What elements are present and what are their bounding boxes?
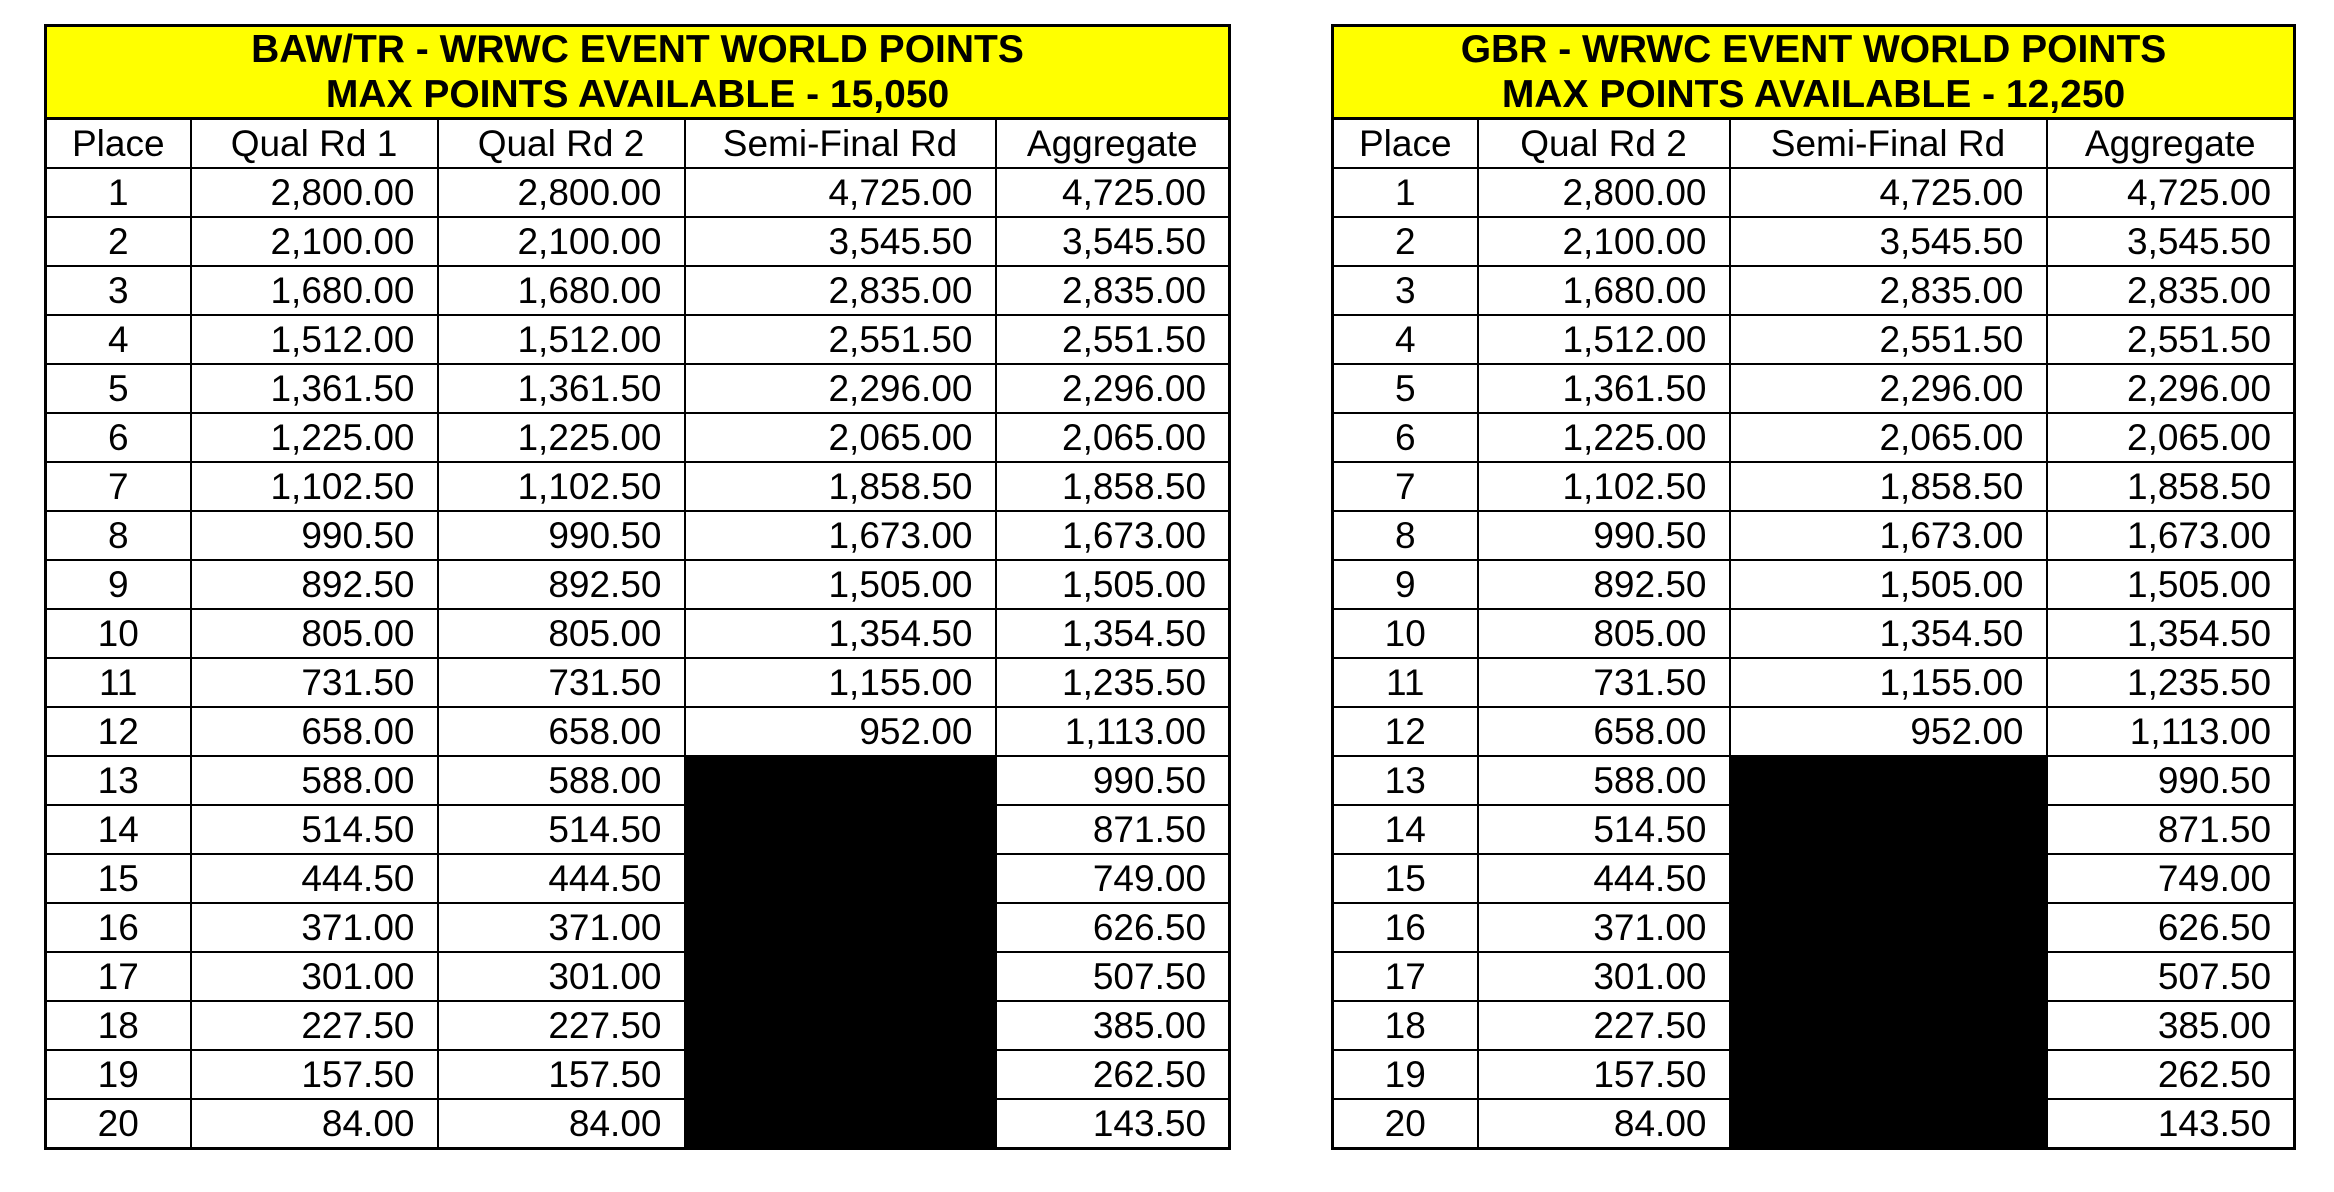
points-cell: 1,155.00	[1730, 658, 2047, 707]
table-row	[1333, 413, 2295, 462]
table-row	[46, 903, 1230, 952]
points-cell: 2,065.00	[1730, 413, 2047, 462]
column-header: Semi-Final Rd	[1730, 119, 2047, 169]
table-row	[1333, 217, 2295, 266]
table-row	[1333, 560, 2295, 609]
points-cell: 301.00	[191, 952, 438, 1001]
place-cell: 3	[46, 266, 191, 315]
points-cell: 2,551.50	[1730, 315, 2047, 364]
column-header: Aggregate	[996, 119, 1230, 169]
points-cell: 301.00	[438, 952, 685, 1001]
points-cell: 2,800.00	[191, 168, 438, 217]
points-cell: 1,512.00	[191, 315, 438, 364]
points-cell: 227.50	[191, 1001, 438, 1050]
blank-cell	[685, 854, 996, 903]
table-row	[46, 707, 1230, 756]
points-cell: 626.50	[2047, 903, 2295, 952]
points-cell: 1,155.00	[685, 658, 996, 707]
blank-cell	[685, 805, 996, 854]
points-cell: 1,235.50	[2047, 658, 2295, 707]
points-cell: 1,505.00	[996, 560, 1230, 609]
points-cell: 1,354.50	[685, 609, 996, 658]
gbr-points-table	[1331, 24, 2296, 1150]
points-cell: 157.50	[438, 1050, 685, 1099]
points-cell: 1,102.50	[438, 462, 685, 511]
points-cell: 3,545.50	[996, 217, 1230, 266]
points-cell: 1,858.50	[1730, 462, 2047, 511]
points-cell: 2,296.00	[996, 364, 1230, 413]
points-cell: 507.50	[2047, 952, 2295, 1001]
table-row	[46, 364, 1230, 413]
table-row	[46, 658, 1230, 707]
points-cell: 2,296.00	[1730, 364, 2047, 413]
blank-cell	[1730, 1001, 2047, 1050]
points-cell: 444.50	[1478, 854, 1730, 903]
points-cell: 514.50	[191, 805, 438, 854]
place-cell: 17	[46, 952, 191, 1001]
points-cell: 1,680.00	[1478, 266, 1730, 315]
points-cell: 805.00	[438, 609, 685, 658]
place-cell: 15	[1333, 854, 1478, 903]
table-row	[1333, 756, 2295, 805]
points-cell: 4,725.00	[1730, 168, 2047, 217]
points-cell: 1,673.00	[1730, 511, 2047, 560]
blank-cell	[1730, 952, 2047, 1001]
points-cell: 507.50	[996, 952, 1230, 1001]
points-cell: 1,858.50	[2047, 462, 2295, 511]
table-row	[46, 756, 1230, 805]
points-cell: 749.00	[996, 854, 1230, 903]
place-cell: 8	[1333, 511, 1478, 560]
points-cell: 3,545.50	[1730, 217, 2047, 266]
place-cell: 16	[46, 903, 191, 952]
points-cell: 1,512.00	[1478, 315, 1730, 364]
points-cell: 731.50	[1478, 658, 1730, 707]
place-cell: 19	[46, 1050, 191, 1099]
place-cell: 20	[1333, 1099, 1478, 1149]
place-cell: 19	[1333, 1050, 1478, 1099]
points-cell: 2,800.00	[438, 168, 685, 217]
blank-cell	[1730, 1099, 2047, 1149]
points-cell: 658.00	[1478, 707, 1730, 756]
points-cell: 84.00	[191, 1099, 438, 1149]
table-row	[1333, 168, 2295, 217]
table-title	[46, 26, 1230, 119]
place-cell: 6	[46, 413, 191, 462]
table-row	[46, 952, 1230, 1001]
points-cell: 2,551.50	[2047, 315, 2295, 364]
column-header: Qual Rd 2	[1478, 119, 1730, 169]
points-cell: 157.50	[1478, 1050, 1730, 1099]
place-cell: 20	[46, 1099, 191, 1149]
points-cell: 444.50	[438, 854, 685, 903]
points-cell: 143.50	[2047, 1099, 2295, 1149]
table-row	[1333, 609, 2295, 658]
table-row	[46, 217, 1230, 266]
table-row	[46, 1099, 1230, 1149]
table-title	[1333, 26, 2295, 119]
points-cell: 514.50	[438, 805, 685, 854]
table-row	[1333, 462, 2295, 511]
table-row	[46, 413, 1230, 462]
blank-cell	[1730, 1050, 2047, 1099]
place-cell: 18	[46, 1001, 191, 1050]
points-cell: 2,835.00	[685, 266, 996, 315]
table-row	[46, 266, 1230, 315]
points-cell: 1,225.00	[191, 413, 438, 462]
points-cell: 1,354.50	[2047, 609, 2295, 658]
blank-cell	[685, 903, 996, 952]
points-cell: 990.50	[438, 511, 685, 560]
place-cell: 15	[46, 854, 191, 903]
points-cell: 990.50	[191, 511, 438, 560]
points-cell: 805.00	[191, 609, 438, 658]
points-cell: 262.50	[996, 1050, 1230, 1099]
place-cell: 12	[46, 707, 191, 756]
place-cell: 5	[46, 364, 191, 413]
points-cell: 1,673.00	[685, 511, 996, 560]
points-cell: 4,725.00	[685, 168, 996, 217]
points-cell: 1,673.00	[2047, 511, 2295, 560]
points-cell: 1,361.50	[191, 364, 438, 413]
points-cell: 658.00	[191, 707, 438, 756]
points-cell: 952.00	[685, 707, 996, 756]
points-cell: 1,505.00	[685, 560, 996, 609]
title-line-1: BAW/TR - WRWC EVENT WORLD POINTS	[251, 28, 1024, 71]
table-row	[1333, 315, 2295, 364]
points-cell: 2,065.00	[996, 413, 1230, 462]
points-cell: 1,673.00	[996, 511, 1230, 560]
gbr-points-table-wrap	[1331, 24, 2293, 1150]
points-cell: 1,512.00	[438, 315, 685, 364]
baw-tr-points-table	[44, 24, 1231, 1150]
table-row	[46, 854, 1230, 903]
points-cell: 2,296.00	[2047, 364, 2295, 413]
place-cell: 11	[1333, 658, 1478, 707]
points-cell: 4,725.00	[996, 168, 1230, 217]
place-cell: 2	[46, 217, 191, 266]
points-cell: 2,100.00	[191, 217, 438, 266]
blank-cell	[1730, 854, 2047, 903]
points-cell: 1,235.50	[996, 658, 1230, 707]
column-header: Place	[46, 119, 191, 169]
table-row	[46, 511, 1230, 560]
table-row	[46, 462, 1230, 511]
points-cell: 871.50	[2047, 805, 2295, 854]
column-header-row	[46, 119, 1230, 169]
table-row	[1333, 903, 2295, 952]
place-cell: 1	[46, 168, 191, 217]
points-cell: 2,065.00	[685, 413, 996, 462]
table-row	[46, 315, 1230, 364]
points-cell: 3,545.50	[685, 217, 996, 266]
points-cell: 1,361.50	[438, 364, 685, 413]
points-cell: 588.00	[191, 756, 438, 805]
points-cell: 444.50	[191, 854, 438, 903]
column-header: Aggregate	[2047, 119, 2295, 169]
points-cell: 990.50	[2047, 756, 2295, 805]
table-row	[1333, 364, 2295, 413]
place-cell: 10	[46, 609, 191, 658]
place-cell: 2	[1333, 217, 1478, 266]
points-cell: 731.50	[438, 658, 685, 707]
title-line-2: MAX POINTS AVAILABLE - 12,250	[1501, 73, 2126, 116]
points-cell: 1,354.50	[1730, 609, 2047, 658]
place-cell: 4	[46, 315, 191, 364]
title-line-2: MAX POINTS AVAILABLE - 15,050	[325, 73, 950, 116]
place-cell: 7	[1333, 462, 1478, 511]
points-cell: 84.00	[438, 1099, 685, 1149]
table-row	[46, 168, 1230, 217]
points-cell: 892.50	[438, 560, 685, 609]
points-cell: 84.00	[1478, 1099, 1730, 1149]
points-cell: 588.00	[438, 756, 685, 805]
points-cell: 1,113.00	[2047, 707, 2295, 756]
place-cell: 6	[1333, 413, 1478, 462]
points-cell: 1,361.50	[1478, 364, 1730, 413]
place-cell: 9	[1333, 560, 1478, 609]
table-row	[1333, 266, 2295, 315]
points-cell: 990.50	[996, 756, 1230, 805]
points-cell: 626.50	[996, 903, 1230, 952]
place-cell: 9	[46, 560, 191, 609]
table-row	[1333, 511, 2295, 560]
points-cell: 2,551.50	[996, 315, 1230, 364]
points-cell: 1,505.00	[1730, 560, 2047, 609]
blank-cell	[685, 952, 996, 1001]
points-cell: 371.00	[1478, 903, 1730, 952]
points-cell: 2,835.00	[996, 266, 1230, 315]
place-cell: 13	[46, 756, 191, 805]
points-cell: 1,102.50	[1478, 462, 1730, 511]
table-row	[46, 1050, 1230, 1099]
table-row	[1333, 952, 2295, 1001]
points-cell: 262.50	[2047, 1050, 2295, 1099]
points-cell: 385.00	[996, 1001, 1230, 1050]
column-header: Qual Rd 1	[191, 119, 438, 169]
column-header: Qual Rd 2	[438, 119, 685, 169]
place-cell: 5	[1333, 364, 1478, 413]
points-cell: 157.50	[191, 1050, 438, 1099]
place-cell: 13	[1333, 756, 1478, 805]
place-cell: 16	[1333, 903, 1478, 952]
column-header: Semi-Final Rd	[685, 119, 996, 169]
blank-cell	[685, 756, 996, 805]
table-row	[46, 609, 1230, 658]
blank-cell	[1730, 756, 2047, 805]
points-cell: 2,800.00	[1478, 168, 1730, 217]
table-row	[1333, 658, 2295, 707]
points-cell: 1,858.50	[685, 462, 996, 511]
place-cell: 3	[1333, 266, 1478, 315]
points-cell: 371.00	[438, 903, 685, 952]
points-cell: 3,545.50	[2047, 217, 2295, 266]
points-cell: 871.50	[996, 805, 1230, 854]
place-cell: 14	[1333, 805, 1478, 854]
table-row	[1333, 805, 2295, 854]
points-cell: 588.00	[1478, 756, 1730, 805]
place-cell: 18	[1333, 1001, 1478, 1050]
points-cell: 1,225.00	[438, 413, 685, 462]
table-row	[46, 560, 1230, 609]
points-cell: 301.00	[1478, 952, 1730, 1001]
points-cell: 892.50	[1478, 560, 1730, 609]
table-row	[1333, 1050, 2295, 1099]
points-cell: 371.00	[191, 903, 438, 952]
place-cell: 14	[46, 805, 191, 854]
points-cell: 143.50	[996, 1099, 1230, 1149]
table-row	[1333, 1099, 2295, 1149]
points-cell: 1,858.50	[996, 462, 1230, 511]
points-cell: 1,225.00	[1478, 413, 1730, 462]
points-cell: 227.50	[1478, 1001, 1730, 1050]
points-cell: 1,113.00	[996, 707, 1230, 756]
place-cell: 1	[1333, 168, 1478, 217]
blank-cell	[685, 1099, 996, 1149]
points-cell: 1,102.50	[191, 462, 438, 511]
table-row	[46, 1001, 1230, 1050]
place-cell: 12	[1333, 707, 1478, 756]
points-cell: 385.00	[2047, 1001, 2295, 1050]
blank-cell	[1730, 805, 2047, 854]
place-cell: 10	[1333, 609, 1478, 658]
baw-tr-points-table-wrap	[44, 24, 1228, 1150]
points-cell: 2,100.00	[438, 217, 685, 266]
blank-cell	[685, 1001, 996, 1050]
points-cell: 2,100.00	[1478, 217, 1730, 266]
points-cell: 2,835.00	[1730, 266, 2047, 315]
place-cell: 7	[46, 462, 191, 511]
points-cell: 227.50	[438, 1001, 685, 1050]
points-cell: 4,725.00	[2047, 168, 2295, 217]
points-cell: 1,680.00	[438, 266, 685, 315]
points-cell: 2,065.00	[2047, 413, 2295, 462]
place-cell: 8	[46, 511, 191, 560]
points-cell: 1,354.50	[996, 609, 1230, 658]
points-cell: 514.50	[1478, 805, 1730, 854]
blank-cell	[685, 1050, 996, 1099]
column-header: Place	[1333, 119, 1478, 169]
points-cell: 805.00	[1478, 609, 1730, 658]
points-cell: 731.50	[191, 658, 438, 707]
points-cell: 952.00	[1730, 707, 2047, 756]
table-row	[46, 805, 1230, 854]
table-row	[1333, 707, 2295, 756]
place-cell: 11	[46, 658, 191, 707]
points-cell: 2,835.00	[2047, 266, 2295, 315]
column-header-row	[1333, 119, 2295, 169]
points-cell: 1,505.00	[2047, 560, 2295, 609]
points-cell: 1,680.00	[191, 266, 438, 315]
points-cell: 658.00	[438, 707, 685, 756]
table-row	[1333, 1001, 2295, 1050]
points-cell: 749.00	[2047, 854, 2295, 903]
place-cell: 4	[1333, 315, 1478, 364]
title-line-1: GBR - WRWC EVENT WORLD POINTS	[1460, 28, 2167, 71]
points-cell: 892.50	[191, 560, 438, 609]
points-cell: 990.50	[1478, 511, 1730, 560]
blank-cell	[1730, 903, 2047, 952]
points-cell: 2,296.00	[685, 364, 996, 413]
table-row	[1333, 854, 2295, 903]
points-cell: 2,551.50	[685, 315, 996, 364]
place-cell: 17	[1333, 952, 1478, 1001]
